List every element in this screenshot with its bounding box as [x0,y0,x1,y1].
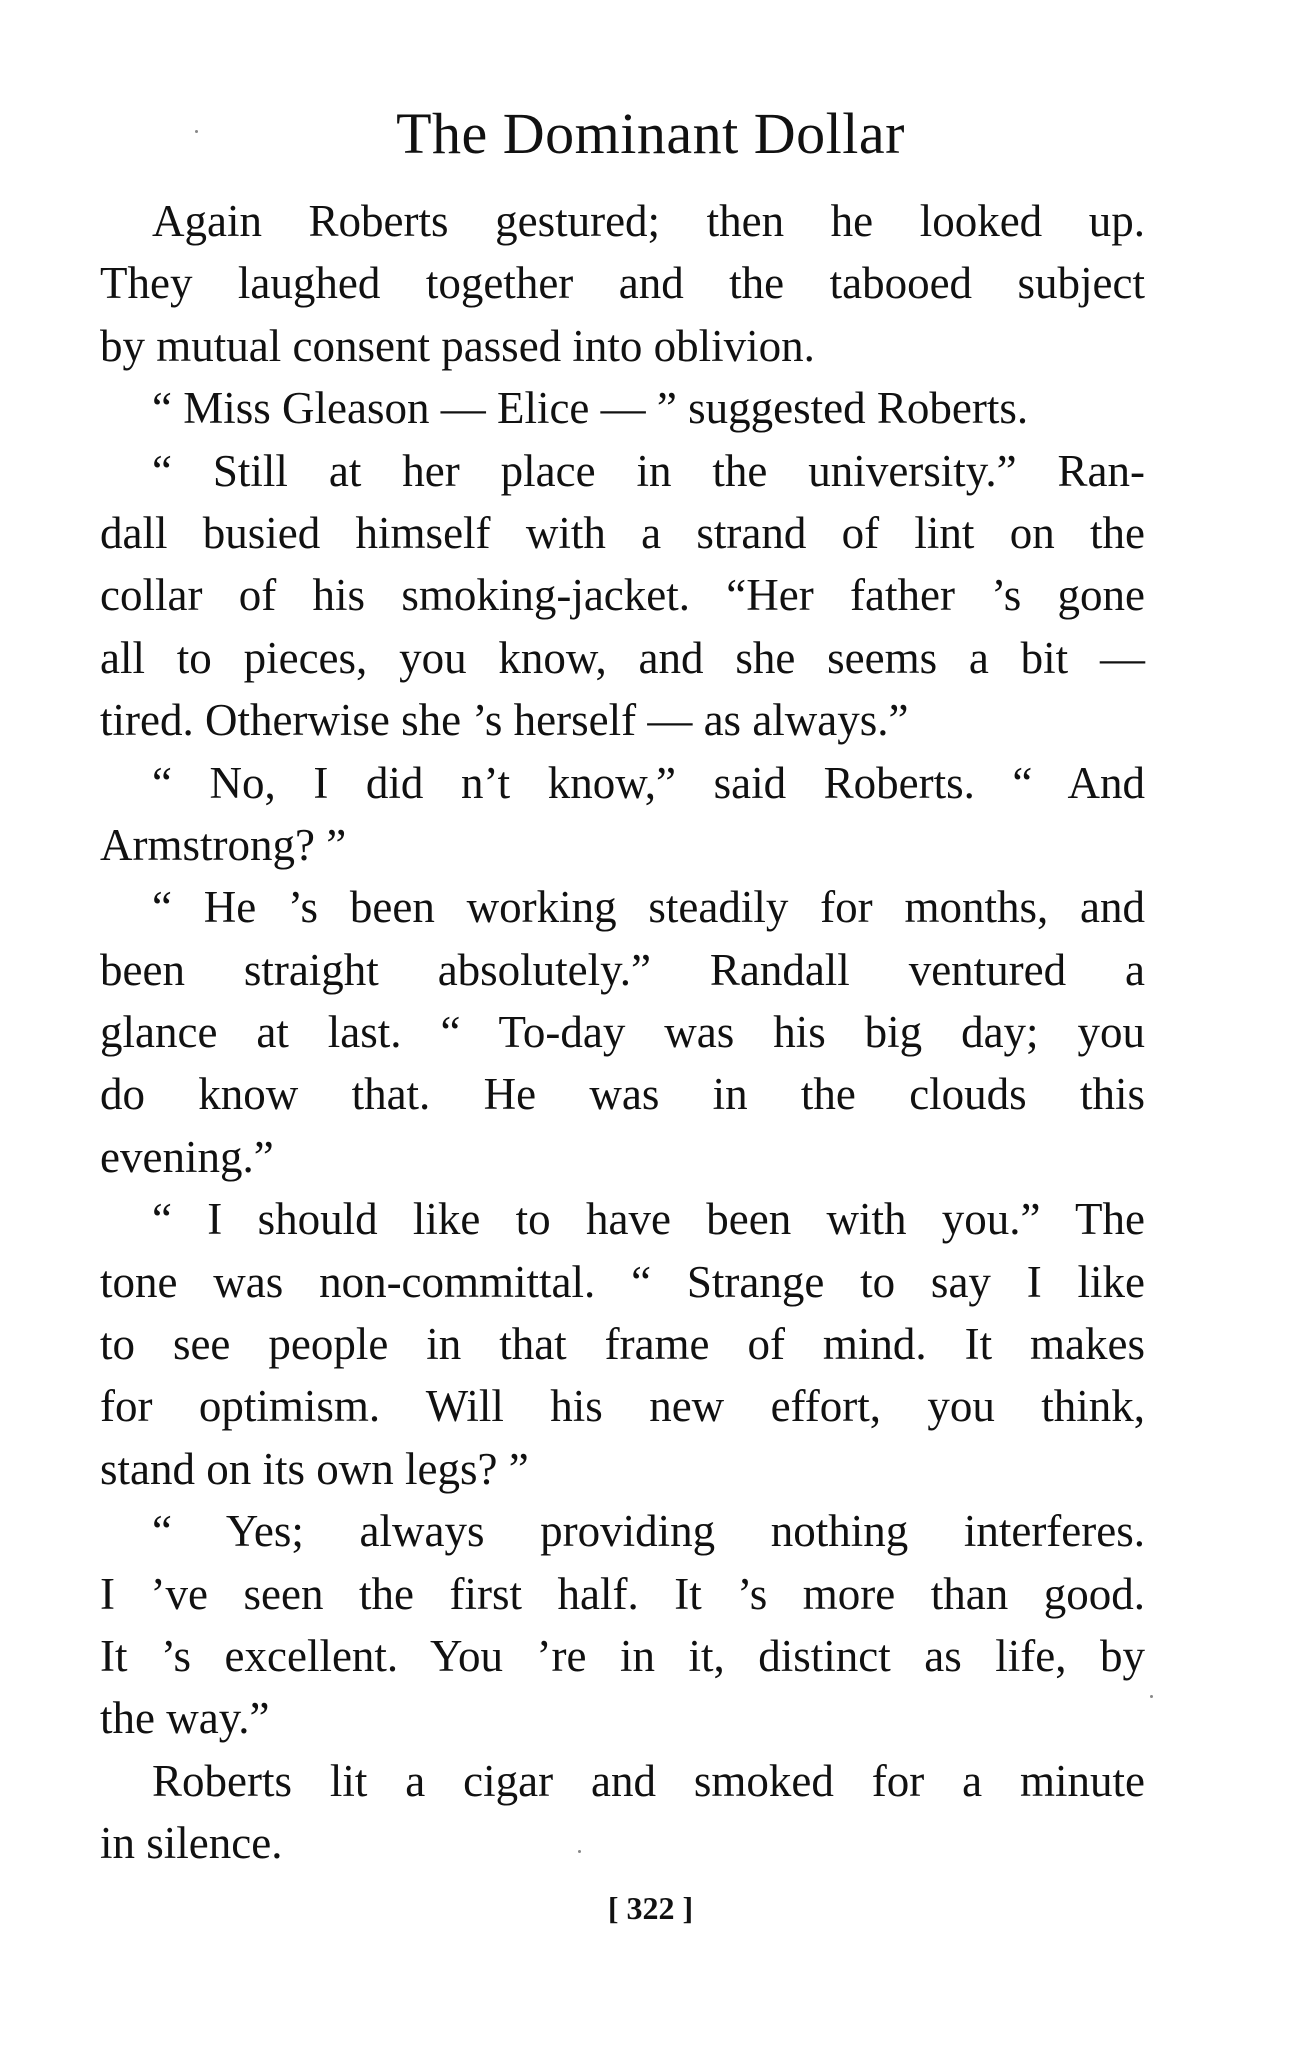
text-line: “ Still at her place in the university.” Ran- [152,445,1145,496]
text-line: They laughed together and the tabooed subject [100,258,1145,309]
text-line: to see people in that frame of mind. It makes [100,1319,1145,1370]
paper-speck [578,1850,581,1853]
text-line: all to pieces, you know, and she seems a bit — [100,632,1145,683]
text-line: It ’s excellent. You ’re in it, distinct as life, by [100,1630,1145,1681]
text-line: the way.” [100,1693,270,1744]
text-line: tone was non-committal. “ Strange to say I like [100,1256,1145,1307]
text-line: Armstrong? ” [100,819,347,870]
text-line: “ He ’s been working steadily for months, and [152,882,1145,933]
text-line: stand on its own legs? ” [100,1443,529,1494]
text-line: “ No, I did n’t know,” said Roberts. “ And [152,757,1145,808]
page-number: [ 322 ] [607,1890,694,1926]
text-line: been straight absolutely.” Randall ventured a [100,944,1145,995]
text-line: “ Yes; always providing nothing interferes. [152,1506,1145,1557]
text-line: I ’ve seen the first half. It ’s more than good. [100,1568,1145,1619]
text-line: do know that. He was in the clouds this [100,1069,1145,1120]
text-line: “ Miss Gleason — Elice — ” suggested Roberts. [152,383,1029,434]
text-line: “ I should like to have been with you.” The [152,1194,1145,1245]
text-line: tired. Otherwise she ’s herself — as always.” [100,695,909,746]
body-text [100,190,1145,1875]
running-head: The Dominant Dollar [396,101,905,166]
paper-speck [195,130,198,133]
text-line: by mutual consent passed into oblivion. [100,320,815,371]
text-line: for optimism. Will his new effort, you think, [100,1381,1145,1432]
text-line: collar of his smoking-jacket. “Her father ’s gone [100,570,1145,621]
text-line: in silence. [100,1818,283,1869]
text-line: dall busied himself with a strand of lint on the [100,507,1145,558]
text-line: Roberts lit a cigar and smoked for a minute [152,1755,1145,1806]
text-line: glance at last. “ To-day was his big day; you [100,1007,1145,1058]
text-line: Again Roberts gestured; then he looked up. [152,196,1145,246]
text-line: evening.” [100,1131,274,1182]
paper-speck [1150,1695,1153,1698]
